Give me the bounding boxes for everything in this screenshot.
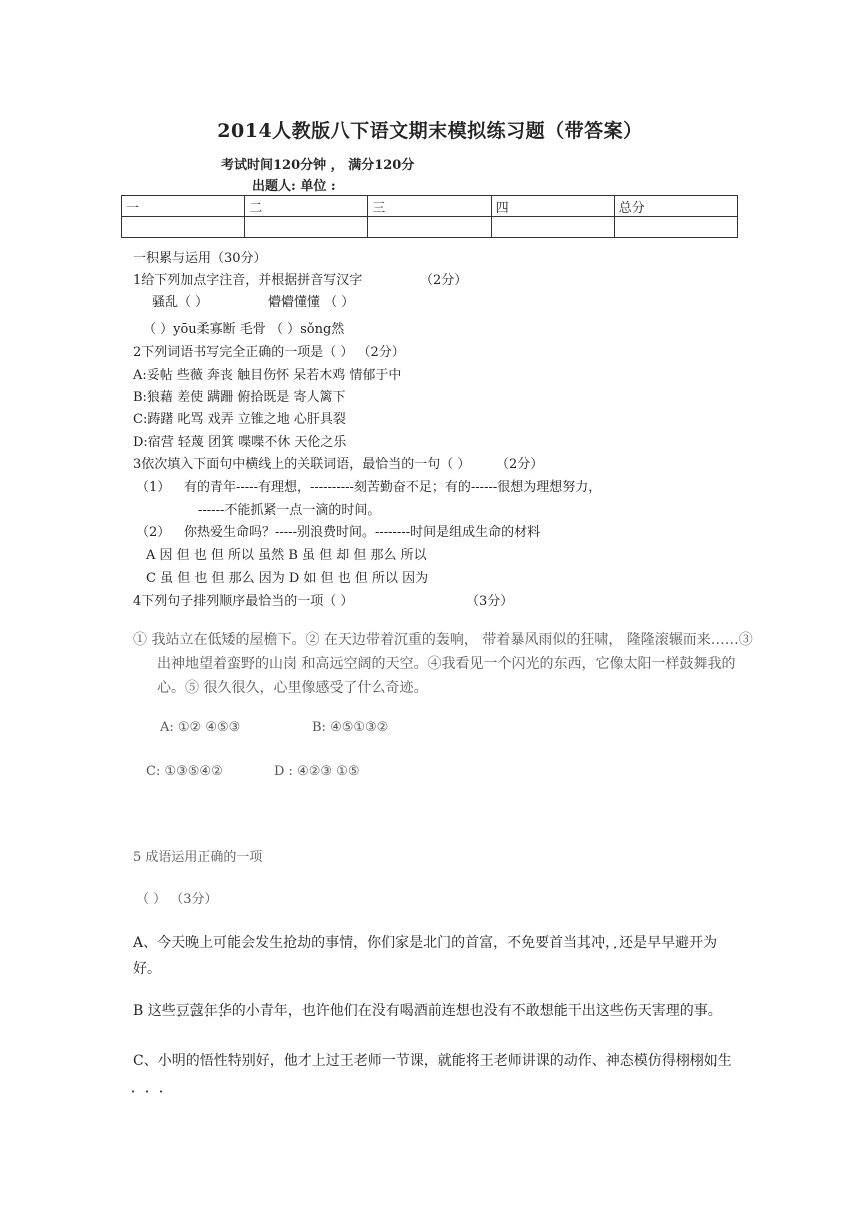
table-header-cell: 二 [245,196,368,217]
q1-line1-b: 懵懵懂懂 （ ） [268,295,355,310]
q2-prompt: 2下列词语书写完全正确的一项是（ ） （2分） [133,345,405,360]
q4-option-d: D : ④②③ ①⑤ [274,764,360,779]
q2-option-b: B:狼藉 差使 蹒跚 俯拾既是 寄人篱下 [133,390,346,405]
q3-item2-text: 你热爱生命吗？-----别浪费时间。--------时间是组成生命的材料 [184,525,541,540]
score-cell[interactable] [368,217,491,238]
document-title: 2014人教版八下语文期末模拟练习题（带答案） [217,120,643,142]
q5-option-b: B 这些豆蔻年华的小青年，也许他们在没有喝酒前连想也没有不敢想能干出这些伤天害理的事。 [133,1003,722,1019]
q1-points: （2分） [420,273,468,288]
score-table [121,195,738,238]
q4-option-a: A: ①② ④⑤③ [160,720,241,735]
q2-option-d: D:宿营 轻蔑 团箕 喋喋不休 天伦之乐 [133,435,347,450]
q4-prompt: 4下列句子排列顺序最恰当的一项（ ） [133,594,354,609]
q1-prompt: 1给下列加点字注音，并根据拼音写汉字 [133,273,363,288]
q5-option-a: A、今天晚上可能会发生抢劫的事情，你们家是北门的首富，不免要首当其冲，还是早早避开为好。 [133,935,718,977]
q3-points: （2分） [496,457,544,472]
section-heading: 一积累与运用（30分） [133,251,267,266]
table-header-cell: 总分 [614,196,737,217]
q3-options-row2: C 虽 但 也 但 那么 因为 D 如 但 也 但 所以 因为 [146,571,429,586]
q1-line1-a: 骚乱（ ） [152,295,209,310]
table-header-cell: 三 [368,196,491,217]
q5-prompt: 5 成语运用正确的一项 [133,850,263,865]
q1-line2: （ ）yōu柔寡断 毛骨 （ ）sǒng然 [143,322,345,337]
exam-info: 考试时间120分钟 ， 满分120分 [221,158,415,173]
author-line: 出题人: 单位 : [252,179,336,194]
q3-item2-num: （2） [136,525,171,540]
q3-item1-text: 有的青年-----有理想，----------刻苦勤奋不足；有的------很想为理想努力， [184,480,602,495]
score-cell[interactable] [614,217,737,238]
q3-prompt: 3依次填入下面句中横线上的关联词语，最恰当的一句（ ） [133,457,471,472]
q2-option-a: A:妥帖 些薇 奔丧 触目伤怀 呆若木鸡 情郁于中 [133,368,402,383]
q3-item1-cont: ------不能抓紧一点一滴的时间。 [198,503,381,518]
q4-option-c: C: ①③⑤④② [146,764,223,779]
q3-options-row1: A 因 但 也 但 所以 虽然 B 虽 但 却 但 那么 所以 [146,548,427,563]
score-cell[interactable] [491,217,614,238]
score-cell[interactable] [122,217,245,238]
q4-passage: ① 我站立在低矮的屋檐下。② 在天边带着沉重的轰响， 带着暴风雨似的狂啸， 隆隆滚辗而来……③ 出神地望着蛮野的山岗 和高远空阔的天空。④我看见一个闪光的东西，它像太阳一样鼓舞我的心。⑤ 很久很久，心里像感受了什么奇迹。 [133,632,753,696]
q3-item1-num: （1） [136,480,171,495]
q4-option-b: B: ④⑤①③② [312,720,389,735]
table-header-cell: 一 [122,196,245,217]
q5-blank: （ ） （3分） [136,892,218,907]
table-row [122,217,738,238]
q5-option-c: C、小明的悟性特别好，他才上过王老师一节课，就能将王老师讲课的动作、神态模仿得栩栩如生 [133,1053,732,1069]
q4-points: （3分） [466,594,514,609]
table-header-cell: 四 [491,196,614,217]
q2-option-c: C:踌躇 叱骂 戏弄 立锥之地 心肝具裂 [133,412,346,427]
table-row [122,196,738,217]
score-cell[interactable] [245,217,368,238]
